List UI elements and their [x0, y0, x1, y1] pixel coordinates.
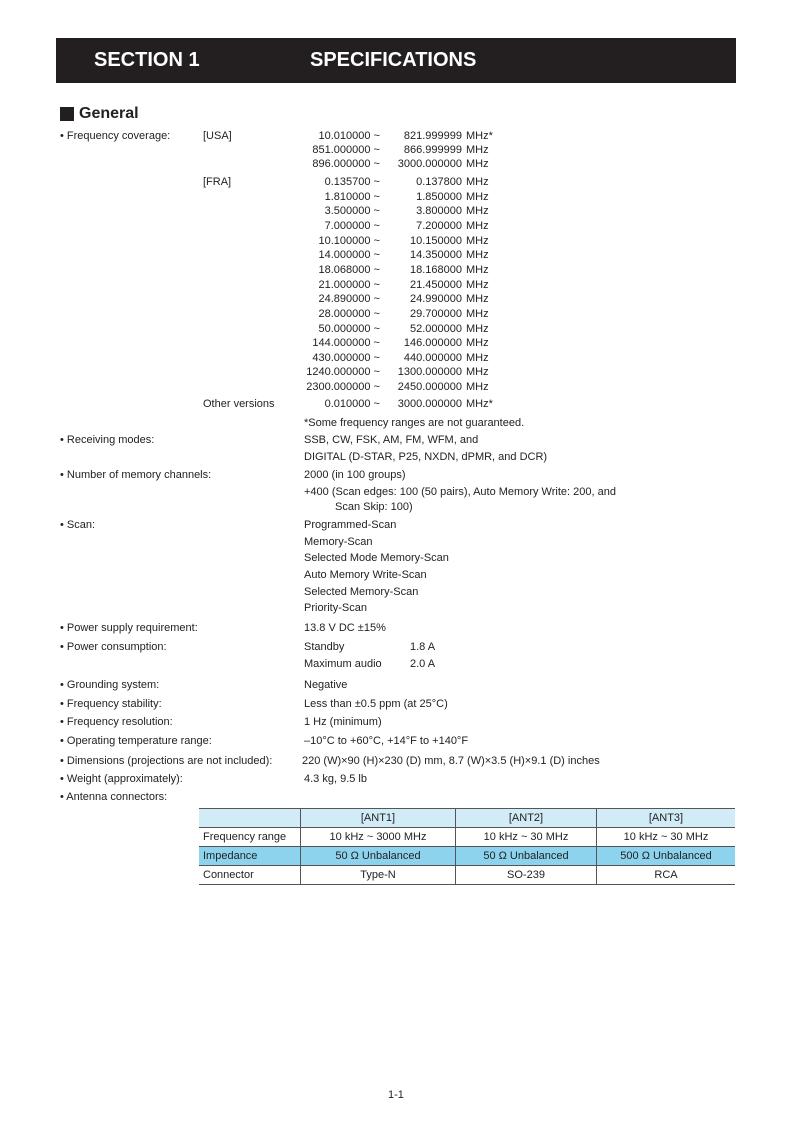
- freq-start: 0.135700 ~: [324, 176, 380, 188]
- freq-start: 28.000000 ~: [318, 307, 380, 320]
- header-ant3: [ANT3]: [597, 809, 736, 828]
- table-row: Impedance 50 Ω Unbalanced 50 Ω Unbalanced 500 Ω Unbalanced: [199, 847, 735, 866]
- freq-unit: MHz*: [466, 398, 493, 410]
- freq-start: 7.000000 ~: [324, 219, 380, 232]
- freq-start: 144.000000 ~: [312, 337, 380, 350]
- freq-end: 18.168000: [410, 263, 462, 276]
- scan-value: Selected Mode Memory-Scan: [304, 552, 449, 564]
- fra-label: [FRA]: [203, 176, 232, 188]
- freq-end: 3000.000000: [397, 398, 462, 410]
- wt-value: 4.3 kg, 9.5 lb: [304, 773, 367, 785]
- page-number: 1-1: [388, 1089, 404, 1101]
- freq-unit: MHz: [466, 381, 489, 394]
- freq-start: 3.500000 ~: [324, 205, 380, 218]
- freq-end: 24.990000: [410, 293, 462, 306]
- temp-value: –10°C to +60°C, +14°F to +140°F: [304, 735, 469, 747]
- psu-value: 13.8 V DC ±15%: [304, 622, 386, 634]
- freq-start: 1240.000000 ~: [306, 366, 380, 379]
- scan-value: Auto Memory Write-Scan: [304, 569, 427, 581]
- freq-unit: MHz: [466, 307, 489, 320]
- modes-label: • Receiving modes:: [60, 434, 155, 446]
- scan-value: Priority-Scan: [304, 602, 367, 614]
- freq-end: 52.000000: [410, 322, 462, 335]
- freq-unit: MHz: [466, 144, 489, 156]
- freq-end: 821.999999: [403, 130, 462, 142]
- freq-end: 10.150000: [410, 234, 462, 247]
- freq-unit: MHz: [466, 337, 489, 350]
- square-bullet-icon: [60, 107, 74, 121]
- freq-unit: MHz: [466, 234, 489, 247]
- pc-mode: Standby: [304, 641, 345, 653]
- pc-value: 2.0 A: [410, 658, 436, 670]
- gnd-label: • Grounding system:: [60, 679, 160, 691]
- usa-label: [USA]: [203, 130, 232, 142]
- freq-start: 2300.000000 ~: [306, 381, 380, 394]
- freq-start: 50.000000 ~: [318, 322, 380, 335]
- freq-unit: MHz: [466, 190, 489, 203]
- freq-end: 866.999999: [403, 144, 462, 156]
- other-label: Other versions: [203, 398, 275, 410]
- freq-end: 0.137800: [416, 176, 462, 188]
- freq-end: 3000.000000: [397, 158, 462, 170]
- freq-unit: MHz: [466, 263, 489, 276]
- mem-value: 2000 (in 100 groups): [304, 469, 406, 481]
- wt-label: • Weight (approximately):: [60, 773, 183, 785]
- freq-start: 1.810000 ~: [324, 190, 380, 203]
- freq-unit: MHz: [466, 158, 489, 170]
- mem-label: • Number of memory channels:: [60, 469, 212, 481]
- pc-value: 1.8 A: [410, 641, 436, 653]
- res-value: 1 Hz (minimum): [304, 716, 382, 728]
- freq-end: 1.850000: [416, 190, 462, 203]
- freq-start: 896.000000 ~: [312, 158, 380, 170]
- scan-value: Programmed-Scan: [304, 519, 397, 531]
- freq-start: 430.000000 ~: [312, 351, 380, 364]
- stab-label: • Frequency stability:: [60, 698, 162, 710]
- ant-label: • Antenna connectors:: [60, 791, 168, 803]
- freq-start: 18.068000 ~: [318, 263, 380, 276]
- freq-unit: MHz: [466, 293, 489, 306]
- table-header-row: [199, 809, 735, 828]
- freq-start: 14.000000 ~: [318, 249, 380, 262]
- freq-start: 851.000000 ~: [312, 144, 380, 156]
- psu-label: • Power supply requirement:: [60, 622, 198, 634]
- antenna-table: [199, 808, 735, 885]
- header-ant2: [ANT2]: [456, 809, 597, 828]
- freq-unit: MHz: [466, 249, 489, 262]
- freq-end: 440.000000: [403, 351, 462, 364]
- temp-label: • Operating temperature range:: [60, 735, 212, 747]
- freq-end: 3.800000: [416, 205, 462, 218]
- header-ant1: [ANT1]: [301, 809, 456, 828]
- section-title: SPECIFICATIONS: [310, 49, 477, 71]
- section-header: [56, 38, 736, 83]
- freq-end: 1300.000000: [397, 366, 462, 379]
- pc-label: • Power consumption:: [60, 641, 167, 653]
- dim-label: • Dimensions (projections are not included):: [60, 755, 273, 767]
- freq-start: 10.100000 ~: [318, 234, 380, 247]
- freq-unit: MHz: [466, 278, 489, 291]
- freq-unit: MHz: [466, 351, 489, 364]
- freq-start: 0.010000 ~: [324, 398, 380, 410]
- general-heading: General: [60, 105, 139, 123]
- gnd-value: Negative: [304, 679, 348, 691]
- scan-value: Memory-Scan: [304, 536, 373, 548]
- section-number: SECTION 1: [94, 49, 200, 71]
- pc-mode: Maximum audio: [304, 658, 382, 670]
- freq-unit: MHz*: [466, 130, 493, 142]
- freq-unit: MHz: [466, 205, 489, 218]
- scan-label: • Scan:: [60, 519, 96, 531]
- freq-label: • Frequency coverage:: [60, 130, 171, 142]
- table-row: Frequency range 10 kHz ~ 3000 MHz 10 kHz ~ 30 MHz 10 kHz ~ 30 MHz: [199, 828, 735, 847]
- freq-end: 21.450000: [410, 278, 462, 291]
- freq-end: 7.200000: [416, 219, 462, 232]
- freq-note: *Some frequency ranges are not guaranteed.: [304, 417, 525, 429]
- modes-value: SSB, CW, FSK, AM, FM, WFM, and: [304, 434, 479, 446]
- freq-unit: MHz: [466, 366, 489, 379]
- freq-end: 146.000000: [403, 337, 462, 350]
- mem-value: Scan Skip: 100): [335, 501, 413, 513]
- stab-value: Less than ±0.5 ppm (at 25°C): [304, 698, 448, 710]
- freq-end: 2450.000000: [397, 381, 462, 394]
- res-label: • Frequency resolution:: [60, 716, 173, 728]
- freq-unit: MHz: [466, 219, 489, 232]
- modes-value: DIGITAL (D-STAR, P25, NXDN, dPMR, and DCR): [304, 451, 548, 463]
- table-row: Connector Type-N SO-239 RCA: [199, 866, 735, 885]
- freq-unit: MHz: [466, 176, 489, 188]
- freq-start: 24.890000 ~: [318, 293, 380, 306]
- freq-end: 14.350000: [410, 249, 462, 262]
- scan-value: Selected Memory-Scan: [304, 586, 419, 598]
- freq-unit: MHz: [466, 322, 489, 335]
- mem-value: +400 (Scan edges: 100 (50 pairs), Auto Memory Write: 200, and: [304, 486, 616, 498]
- dim-value: 220 (W)×90 (H)×230 (D) mm, 8.7 (W)×3.5 (H)×9.1 (D) inches: [302, 755, 600, 767]
- freq-start: 10.010000 ~: [318, 130, 380, 142]
- freq-end: 29.700000: [410, 307, 462, 320]
- freq-start: 21.000000 ~: [318, 278, 380, 291]
